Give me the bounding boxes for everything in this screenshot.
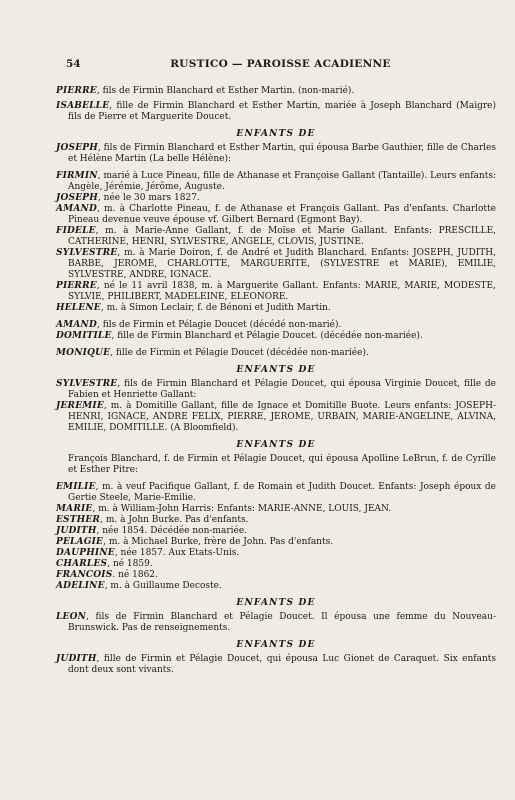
person-name: DOMITILE bbox=[56, 331, 112, 341]
genealogy-entry bbox=[56, 320, 496, 331]
entry-text: . né 1862. bbox=[112, 570, 158, 580]
entry-text: , m. à veuf Pacifique Gallant, f. de Romain et Judith Doucet. Enfants: Joseph époux de Gertie Steele, Marie-Emilie. bbox=[68, 482, 496, 503]
person-name: PELAGIE bbox=[56, 537, 104, 547]
person-name: HELENE bbox=[56, 303, 101, 313]
page-header bbox=[66, 58, 495, 72]
genealogy-entry bbox=[56, 581, 496, 592]
genealogy-entry bbox=[56, 331, 496, 342]
genealogy-entry bbox=[56, 101, 496, 123]
entry-text: , fille de Firmin Blanchard et Esther Martin, mariée à Joseph Blanchard (Maigre) fils de Pierre et Marguerite Doucet. bbox=[68, 101, 496, 122]
genealogy-entry bbox=[56, 348, 496, 359]
entry-text: , marié à Luce Pineau, fille de Athanase et Françoise Gallant (Tantaille). Leurs enfants: Angèle, Jérémie, Jérôme, Auguste. bbox=[68, 171, 496, 192]
person-name: FIRMIN bbox=[56, 171, 98, 181]
person-name: LEON bbox=[56, 612, 87, 622]
entry-text: , m. à Domitille Gallant, fille de Ignace et Domitille Buote. Leurs enfants: JOSEPH-HENRI, IGNACE, ANDRE FELIX, PIERRE, JEROME, URBAIN, MARIE-ANGELINE, ALVINA, EMILIE, DOMITILLE. (A Bloomfield). bbox=[68, 401, 496, 433]
entry-text: , née le 30 mars 1827. bbox=[97, 193, 200, 203]
entry-text: , m. à Guillaume Decoste. bbox=[104, 581, 222, 591]
entry-text: , fils de Firmin Blanchard et Pélagie Doucet. Il épousa une femme du Nouveau-Brunswick. Pas de renseignements. bbox=[68, 612, 496, 633]
person-name: MARIE bbox=[56, 504, 93, 514]
genealogy-entry bbox=[56, 401, 496, 434]
person-name: DAUPHINE bbox=[56, 548, 115, 558]
entry-text: , m. à John Burke. Pas d'enfants. bbox=[100, 515, 249, 525]
genealogy-entry bbox=[56, 515, 496, 526]
person-name: SYLVESTRE bbox=[56, 248, 118, 258]
genealogy-entry bbox=[56, 482, 496, 504]
genealogy-entry bbox=[56, 570, 496, 581]
person-name: JUDITH bbox=[56, 526, 97, 536]
genealogy-entry bbox=[56, 281, 496, 303]
person-name: JEREMIE bbox=[56, 401, 104, 411]
entry-text: , fille de Firmin et Pélagie Doucet (décédée non-mariée). bbox=[110, 348, 369, 358]
genealogy-entry bbox=[56, 171, 496, 193]
person-name: JOSEPH bbox=[56, 143, 98, 153]
section-heading: ENFANTS DE bbox=[236, 365, 316, 375]
person-name: MONIQUE bbox=[56, 348, 111, 358]
entry-text: , fils de Firmin Blanchard et Esther Martin, qui épousa Barbe Gauthier, fille de Charles et Hélène Martin (La belle Hélène): bbox=[68, 143, 496, 164]
page-number: 54 bbox=[66, 58, 81, 70]
entry-text: , fils de Firmin Blanchard et Pélagie Doucet, qui épousa Virginie Doucet, fille de Fabien et Henriette Gallant: bbox=[68, 379, 496, 400]
entry-text: , m. à Michael Burke, frère de John. Pas d'enfants. bbox=[103, 537, 334, 547]
genealogy-entry bbox=[56, 204, 496, 226]
genealogy-entry bbox=[56, 548, 496, 559]
person-name: FIDELE bbox=[56, 226, 96, 236]
entry-text: , née 1857. Aux Etats-Unis. bbox=[114, 548, 240, 558]
section-heading: ENFANTS DE bbox=[236, 440, 316, 450]
entry-text: , née 1854. Décédée non-mariée. bbox=[96, 526, 248, 536]
section-heading: ENFANTS DE bbox=[236, 598, 316, 608]
genealogy-entry bbox=[56, 143, 496, 165]
genealogy-entry bbox=[56, 86, 496, 97]
person-name: CHARLES bbox=[56, 559, 108, 569]
person-name: PIERRE bbox=[56, 281, 97, 291]
entry-text: , né le 11 avril 1838, m. à Marguerite Gallant. Enfants: MARIE, MARIE, MODESTE, SYLVIE, PHILIBERT, MADELEINE, ELEONORE. bbox=[68, 281, 496, 302]
section-heading: ENFANTS DE bbox=[236, 129, 316, 139]
person-name: AMAND bbox=[56, 204, 97, 214]
genealogy-entry bbox=[56, 454, 496, 476]
person-name: ESTHER bbox=[56, 515, 101, 525]
genealogy-entry bbox=[56, 526, 496, 537]
entry-text: , m. à Marie-Anne Gallant, f. de Moïse et Marie Gallant. Enfants: PRESCILLE, CATHERINE, HENRI, SYLVESTRE, ANGELE, CLOVIS, JUSTINE. bbox=[68, 226, 496, 247]
document-body bbox=[56, 86, 496, 680]
entry-text: François Blanchard, f. de Firmin et Pélagie Doucet, qui épousa Apolline LeBrun, f. de Cyrille et Esther Pitre: bbox=[68, 454, 496, 475]
person-name: PIERRE bbox=[56, 86, 97, 96]
entry-text: , fille de Firmin Blanchard et Pélagie Doucet. (décédée non-mariée). bbox=[111, 331, 423, 341]
person-name: SYLVESTRE bbox=[56, 379, 118, 389]
genealogy-entry bbox=[56, 537, 496, 548]
person-name: JUDITH bbox=[56, 654, 97, 664]
entry-text: , fils de Firmin et Pélagie Doucet (décédé non-marié). bbox=[96, 320, 342, 330]
entry-text: , fils de Firmin Blanchard et Esther Martin. (non-marié). bbox=[96, 86, 355, 96]
genealogy-entry bbox=[56, 193, 496, 204]
section-heading: ENFANTS DE bbox=[236, 640, 316, 650]
person-name: EMILIE bbox=[56, 482, 96, 492]
person-name: AMAND bbox=[56, 320, 97, 330]
genealogy-entry bbox=[56, 226, 496, 248]
genealogy-entry bbox=[56, 654, 496, 676]
running-title: RUSTICO — PAROISSE ACADIENNE bbox=[170, 58, 391, 70]
genealogy-entry bbox=[56, 612, 496, 634]
genealogy-entry bbox=[56, 504, 496, 515]
entry-text: , m. à William-John Harris: Enfants: MARIE-ANNE, LOUIS, JEAN. bbox=[92, 504, 392, 514]
genealogy-entry bbox=[56, 559, 496, 570]
person-name: FRANCOIS bbox=[56, 570, 113, 580]
genealogy-entry bbox=[56, 248, 496, 281]
entry-text: , fille de Firmin et Pélagie Doucet, qui épousa Luc Gionet de Caraquet. Six enfants dont deux sont vivants. bbox=[68, 654, 496, 675]
entry-text: , m. à Simon Leclair, f. de Bénoni et Judith Martin. bbox=[100, 303, 331, 313]
entry-text: , m. à Marie Doiron, f. de André et Judith Blanchard. Enfants: JOSEPH, JUDITH, BARBE, JEROME, CHARLOTTE, MARGUERITE, (SYLVESTRE et MARIE), EMILIE, SYLVESTRE, ANDRE, IGNACE. bbox=[68, 248, 496, 280]
genealogy-entry bbox=[56, 303, 496, 314]
entry-text: , m. à Charlotte Pineau, f. de Athanase et François Gallant. Pas d'enfants. Charlotte Pineau devenue veuve épouse vf. Gilbert Bernard (Egmont Bay). bbox=[68, 204, 496, 225]
person-name: ADELINE bbox=[56, 581, 105, 591]
person-name: JOSEPH bbox=[56, 193, 98, 203]
entry-text: , né 1859. bbox=[107, 559, 153, 569]
person-name: ISABELLE bbox=[56, 101, 110, 111]
genealogy-entry bbox=[56, 379, 496, 401]
